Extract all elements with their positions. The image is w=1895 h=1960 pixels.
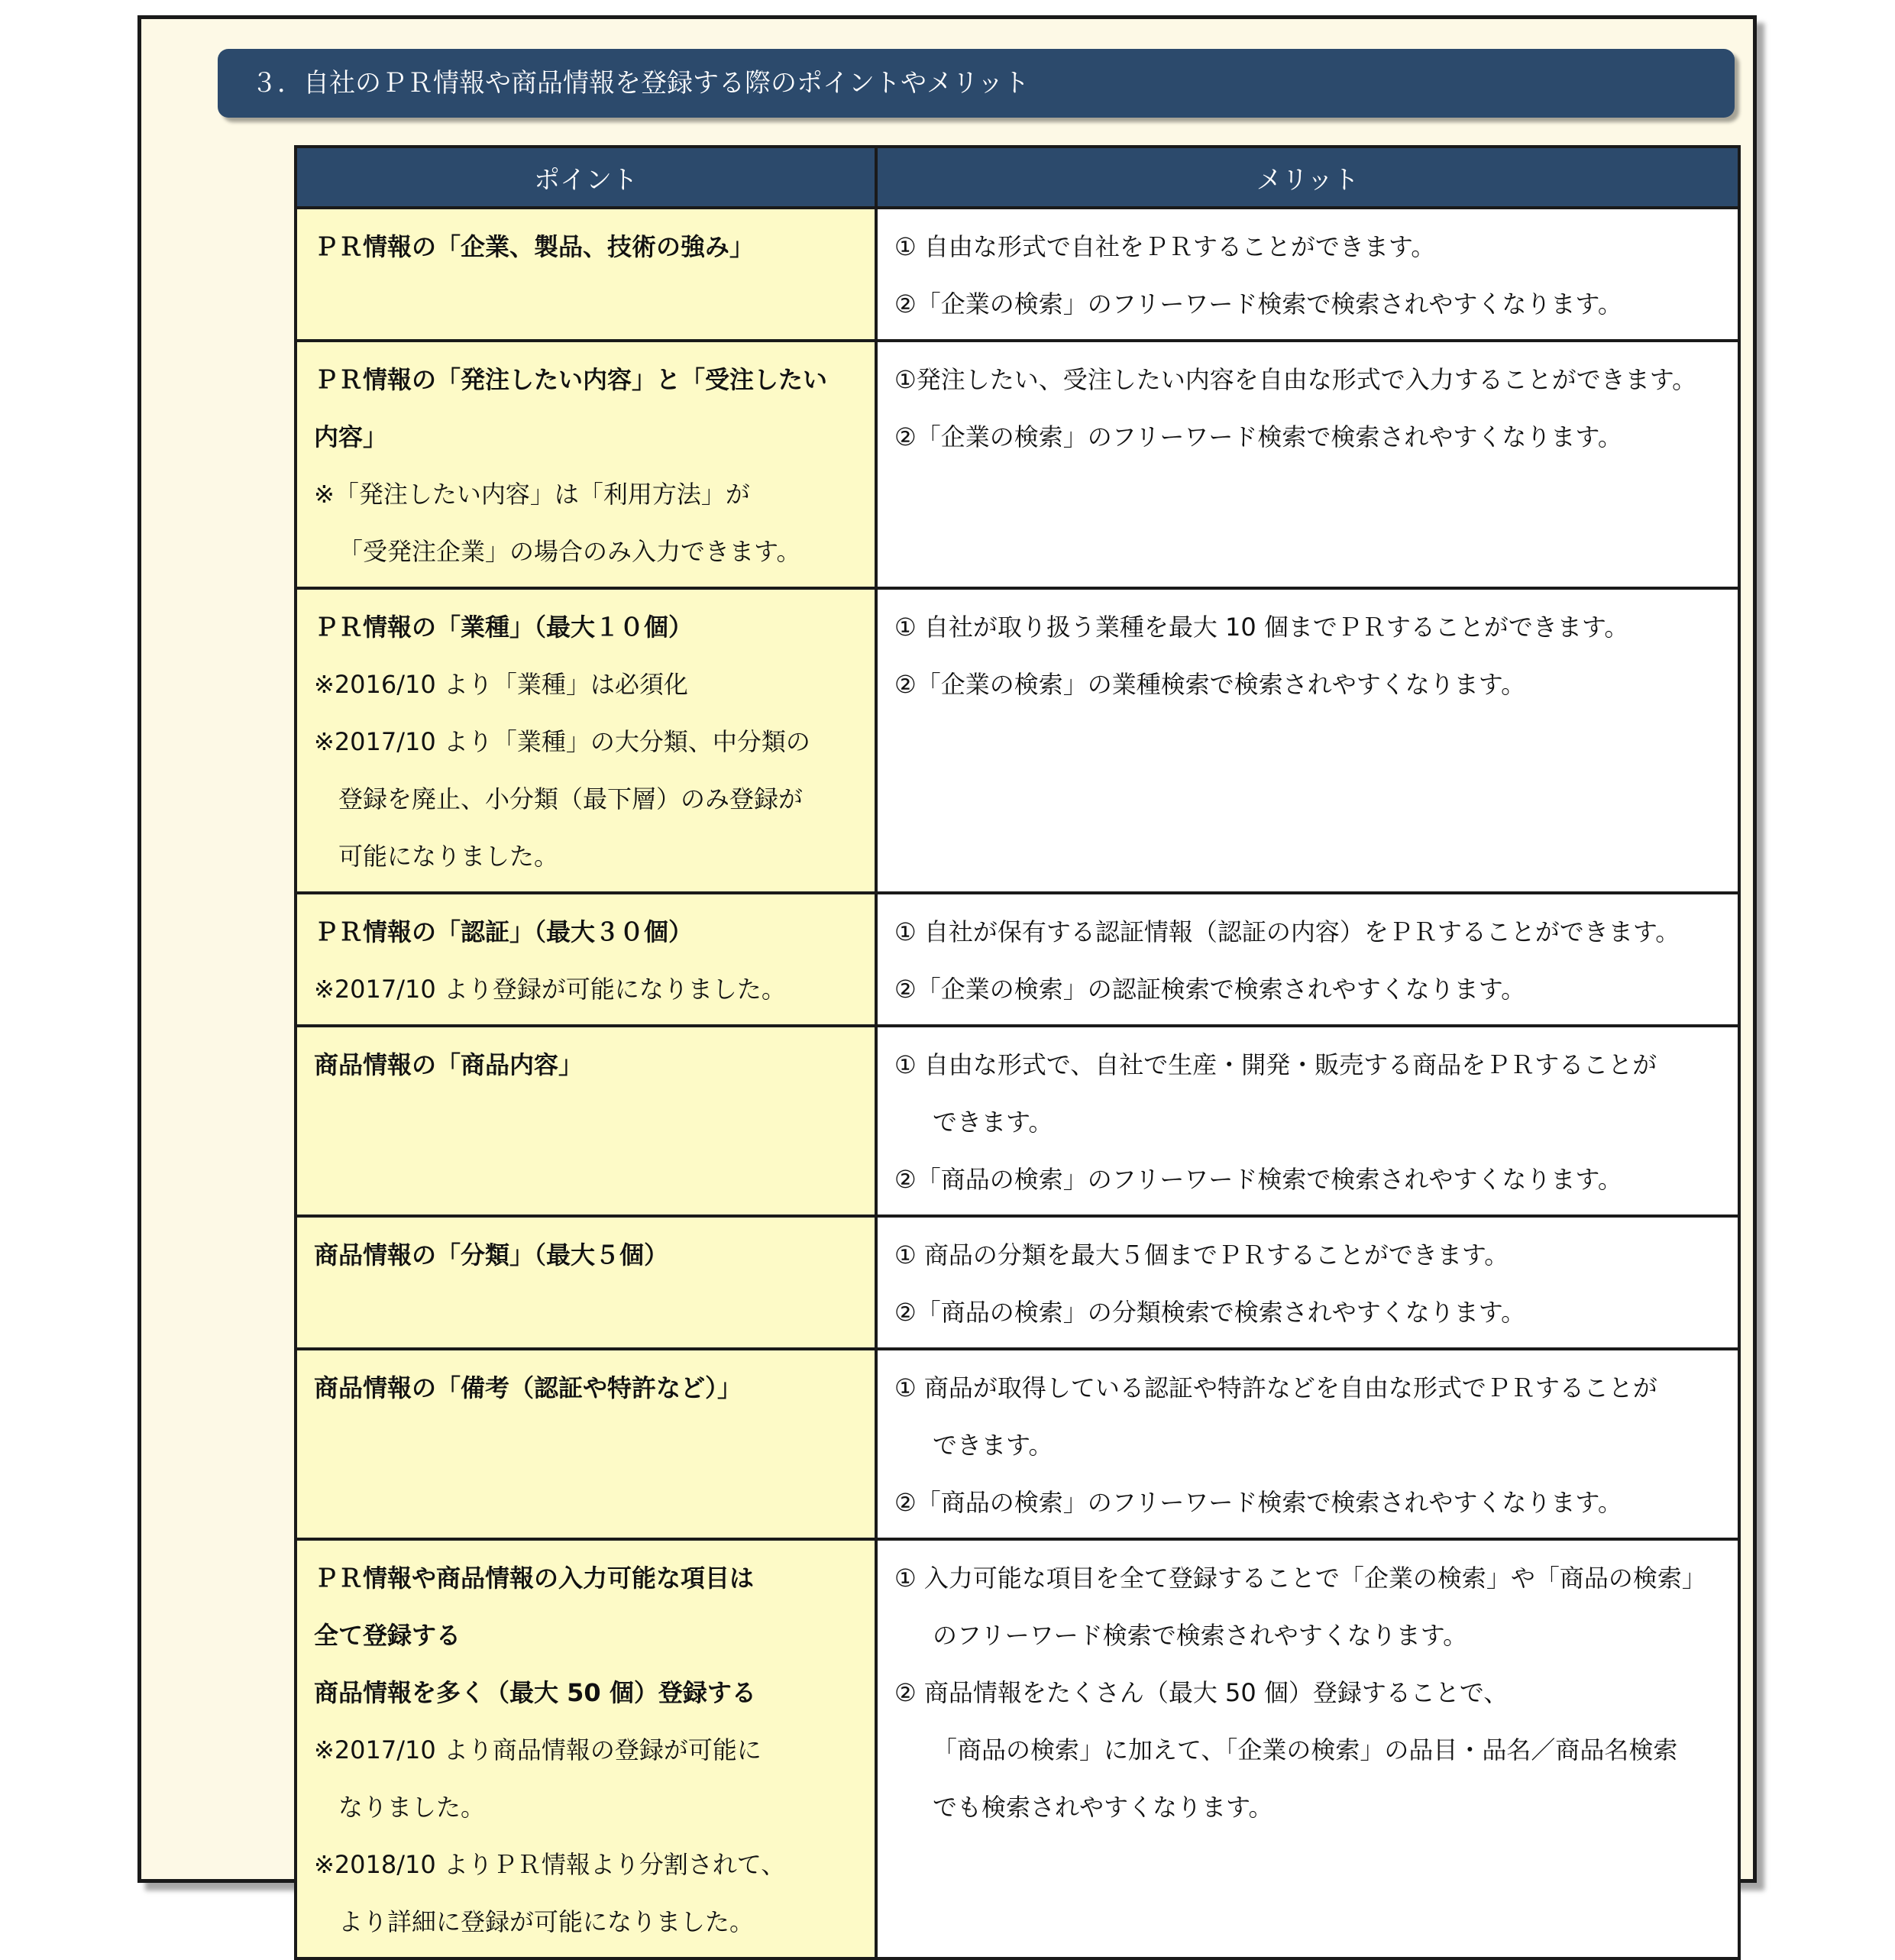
point-note: ※「発注したい内容」は「利用方法」が <box>314 480 750 509</box>
merit-line: ①発注したい、受注したい内容を自由な形式で入力することができます。 <box>894 365 1697 394</box>
point-cell <box>296 1349 876 1539</box>
header-merit: メリット <box>876 147 1739 208</box>
point-line: ＰＲ情報の「業種」（最大１０個） <box>314 613 694 642</box>
merit-line: ②「企業の検索」の業種検索で検索されやすくなります。 <box>894 670 1526 699</box>
merit-line: ② 商品情報をたくさん（最大 50 個）登録することで、 <box>894 1678 1509 1707</box>
merit-line: ① 自社が取り扱う業種を最大 10 個までＰＲすることができます。 <box>894 613 1629 642</box>
point-line: ＰＲ情報や商品情報の入力可能な項目は <box>314 1564 755 1593</box>
point-line: 商品情報を多く（最大 50 個）登録する <box>314 1678 756 1707</box>
point-note: 可能になりました。 <box>338 842 559 871</box>
point-cell <box>296 1539 876 1958</box>
point-cell <box>296 588 876 893</box>
point-cell <box>296 341 876 588</box>
merit-line: のフリーワード検索で検索されやすくなります。 <box>933 1621 1468 1650</box>
merit-cell <box>876 893 1739 1026</box>
point-note: ※2017/10 より「業種」の大分類、中分類の <box>314 727 810 756</box>
table-row <box>296 341 1739 588</box>
table-row <box>296 893 1739 1026</box>
merit-line: ②「商品の検索」の分類検索で検索されやすくなります。 <box>894 1298 1526 1327</box>
merit-cell <box>876 341 1739 588</box>
merit-line: ②「商品の検索」のフリーワード検索で検索されやすくなります。 <box>894 1488 1622 1517</box>
point-note: ※2016/10 より「業種」は必須化 <box>314 670 688 699</box>
point-line: 商品情報の「商品内容」 <box>314 1050 584 1079</box>
table-row <box>296 208 1739 341</box>
merit-line: ① 自由な形式で自社をＰＲすることができます。 <box>894 232 1436 261</box>
point-line: ＰＲ情報の「企業、製品、技術の強み」 <box>314 232 755 261</box>
point-line: 商品情報の「分類」（最大５個） <box>314 1240 669 1269</box>
point-cell <box>296 893 876 1026</box>
point-cell <box>296 1026 876 1216</box>
merit-line: ②「企業の検索」のフリーワード検索で検索されやすくなります。 <box>894 289 1622 319</box>
merit-line: できます。 <box>933 1108 1053 1137</box>
table-row <box>296 1539 1739 1958</box>
merit-line: 「商品の検索」に加えて、「企業の検索」の品目・品名／商品名検索 <box>933 1735 1678 1764</box>
point-cell <box>296 208 876 341</box>
table-row <box>296 1349 1739 1539</box>
point-note: 登録を廃止、小分類（最下層）のみ登録が <box>338 784 804 813</box>
merit-cell <box>876 1539 1739 1958</box>
merit-line: できます。 <box>933 1431 1053 1460</box>
point-line: 商品情報の「備考（認証や特許など）」 <box>314 1373 742 1402</box>
points-merits-table <box>294 145 1741 1960</box>
point-note: なりました。 <box>338 1793 486 1822</box>
point-line: ＰＲ情報の「認証」（最大３０個） <box>314 917 694 946</box>
merit-line: ① 自由な形式で、自社で生産・開発・販売する商品をＰＲすることが <box>894 1050 1657 1079</box>
point-note: ※2017/10 より商品情報の登録が可能に <box>314 1735 762 1764</box>
header-point: ポイント <box>296 147 876 208</box>
merit-cell <box>876 1216 1739 1349</box>
merit-line: でも検索されやすくなります。 <box>933 1793 1273 1822</box>
table-header-row <box>296 147 1739 208</box>
merit-line: ②「企業の検索」の認証検索で検索されやすくなります。 <box>894 975 1526 1004</box>
table-row <box>296 1216 1739 1349</box>
table-row <box>296 588 1739 893</box>
point-note: より詳細に登録が可能になりました。 <box>338 1907 755 1936</box>
point-line: 内容」 <box>314 422 388 451</box>
merit-cell <box>876 208 1739 341</box>
section-title: ３．自社のＰＲ情報や商品情報を登録する際のポイントやメリット <box>218 49 1735 118</box>
merit-line: ① 自社が保有する認証情報（認証の内容）をＰＲすることができます。 <box>894 917 1680 946</box>
merit-cell <box>876 1349 1739 1539</box>
point-line: 全て登録する <box>314 1621 461 1650</box>
point-note: ※2018/10 よりＰＲ情報より分割されて、 <box>314 1850 786 1879</box>
merit-cell <box>876 1026 1739 1216</box>
merit-line: ②「企業の検索」のフリーワード検索で検索されやすくなります。 <box>894 422 1622 451</box>
point-line: ＰＲ情報の「発注したい内容」と「受注したい <box>314 365 828 394</box>
table-row <box>296 1026 1739 1216</box>
merit-line: ②「商品の検索」のフリーワード検索で検索されやすくなります。 <box>894 1165 1622 1194</box>
merit-cell <box>876 588 1739 893</box>
merit-line: ① 入力可能な項目を全て登録することで「企業の検索」や「商品の検索」 <box>894 1564 1706 1593</box>
merit-line: ① 商品が取得している認証や特許などを自由な形式でＰＲすることが <box>894 1373 1657 1402</box>
point-note: ※2017/10 より登録が可能になりました。 <box>314 975 786 1004</box>
merit-line: ① 商品の分類を最大５個までＰＲすることができます。 <box>894 1240 1509 1269</box>
point-note: 「受発注企業」の場合のみ入力できます。 <box>338 537 801 566</box>
point-cell <box>296 1216 876 1349</box>
